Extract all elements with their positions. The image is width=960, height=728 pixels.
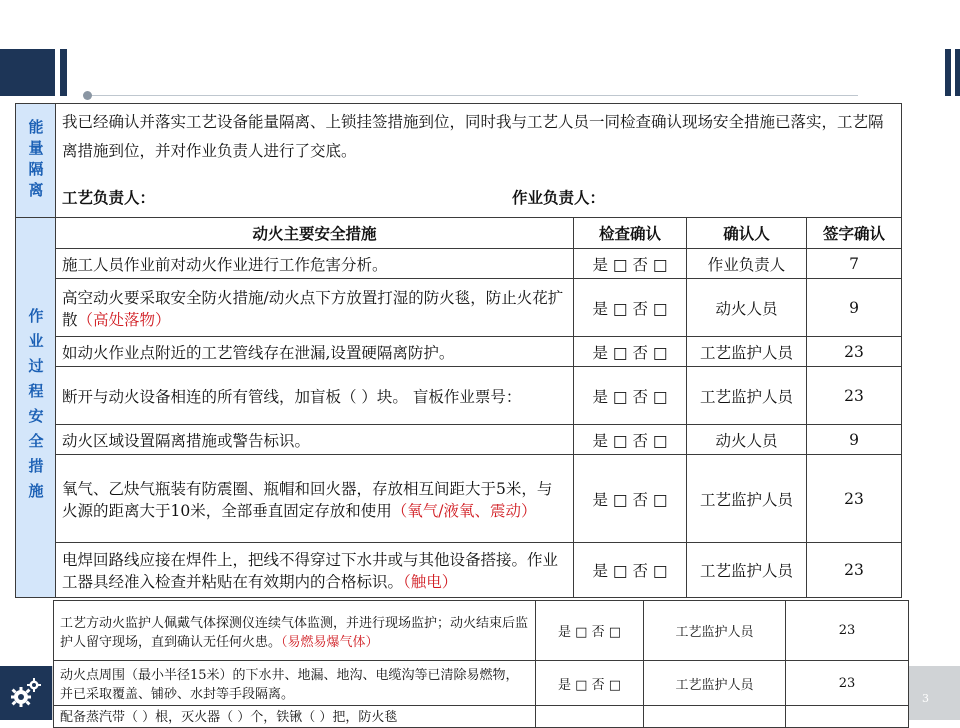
measure-text: 工艺方动火监护人佩戴气体探测仪连续气体监测，并进行现场监护；动火结束后监护人留守现场，直到确认无任何火患。（易燃易爆气体） bbox=[54, 601, 536, 661]
header-divider-dot bbox=[83, 91, 92, 100]
measure-text: 氧气、乙炔气瓶装有防震圈、瓶帽和回火器，存放相互间距大于5米，与火源的距离大于10米，全部垂直固定存放和使用（氧气/液氧、震动） bbox=[56, 455, 574, 543]
energy-isolation-cell bbox=[56, 104, 902, 218]
confirmer-cell: 工艺监护人员 bbox=[687, 455, 807, 543]
header-divider bbox=[88, 95, 858, 96]
check-checkbox[interactable]: 是 □ 否 □ bbox=[536, 661, 644, 706]
measure-text: 电焊回路线应接在焊件上，把线不得穿过下水井或与其他设备搭接。作业工器具经准入检查并粘贴在有效期内的合格标识。（触电） bbox=[56, 543, 574, 598]
hot-work-permit-table bbox=[15, 103, 902, 598]
signature-cell: 9 bbox=[807, 279, 902, 337]
signature-cell: 7 bbox=[807, 249, 902, 279]
table-row bbox=[16, 455, 902, 543]
check-checkbox[interactable]: 是 □ 否 □ bbox=[574, 543, 687, 598]
table-row bbox=[54, 661, 909, 706]
confirmer-cell bbox=[644, 706, 786, 728]
table-row bbox=[54, 601, 909, 661]
confirmer-cell: 工艺监护人员 bbox=[644, 601, 786, 661]
check-checkbox[interactable]: 是 □ 否 □ bbox=[574, 337, 687, 367]
header-accent-bar-right bbox=[955, 49, 960, 96]
confirmer-cell: 作业负责人 bbox=[687, 249, 807, 279]
confirmer-cell: 工艺监护人员 bbox=[687, 543, 807, 598]
signature-cell: 23 bbox=[807, 337, 902, 367]
header-signature: 签字确认 bbox=[807, 218, 902, 249]
header-confirmer: 确认人 bbox=[687, 218, 807, 249]
signature-cell: 23 bbox=[786, 661, 909, 706]
energy-isolation-label: 能量隔离 bbox=[16, 104, 56, 218]
table-row bbox=[16, 249, 902, 279]
signature-cell bbox=[786, 706, 909, 728]
signature-cell: 23 bbox=[786, 601, 909, 661]
process-owner-label: 工艺负责人： bbox=[62, 188, 156, 207]
signature-cell: 23 bbox=[807, 543, 902, 598]
confirmer-cell: 动火人员 bbox=[687, 425, 807, 455]
header-check: 检查确认 bbox=[574, 218, 687, 249]
check-checkbox[interactable]: 是 □ 否 □ bbox=[574, 249, 687, 279]
confirmer-cell: 工艺监护人员 bbox=[687, 367, 807, 425]
header-accent-stripe bbox=[60, 49, 67, 96]
measure-text: 高空动火要采取安全防火措施/动火点下方放置打湿的防火毯，防止火花扩散（高处落物） bbox=[56, 279, 574, 337]
confirmer-cell: 工艺监护人员 bbox=[687, 337, 807, 367]
table-row bbox=[16, 337, 902, 367]
table-row bbox=[16, 425, 902, 455]
header-accent-stripe-right bbox=[945, 49, 951, 96]
confirmer-cell: 动火人员 bbox=[687, 279, 807, 337]
check-checkbox[interactable]: 是 □ 否 □ bbox=[574, 425, 687, 455]
measure-text: 断开与动火设备相连的所有管线，加盲板（ ）块。 盲板作业票号： bbox=[56, 367, 574, 425]
check-checkbox[interactable]: 是 □ 否 □ bbox=[574, 279, 687, 337]
table-row bbox=[16, 367, 902, 425]
continuation-table bbox=[53, 600, 909, 728]
header-measure: 动火主要安全措施 bbox=[56, 218, 574, 249]
check-checkbox[interactable]: 是 □ 否 □ bbox=[536, 601, 644, 661]
table-row bbox=[16, 543, 902, 598]
signature-cell: 23 bbox=[807, 455, 902, 543]
table-header bbox=[16, 218, 902, 249]
signature-line bbox=[62, 186, 895, 208]
measure-text: 动火区域设置隔离措施或警告标识。 bbox=[56, 425, 574, 455]
page-number: 3 bbox=[922, 692, 929, 705]
energy-isolation-statement: 我已经确认并落实工艺设备能量隔离、上锁挂签措施到位，同时我与工艺人员一同检查确认现场安全措施已落实，工艺隔离措施到位，并对作业负责人进行了交底。 bbox=[62, 113, 884, 160]
check-checkbox[interactable]: 是 □ 否 □ bbox=[574, 367, 687, 425]
header-accent-bar bbox=[0, 49, 55, 96]
gears-icon bbox=[0, 666, 52, 720]
check-checkbox[interactable]: 是 □ 否 □ bbox=[574, 455, 687, 543]
signature-cell: 23 bbox=[807, 367, 902, 425]
check-cell bbox=[536, 706, 644, 728]
table-row bbox=[16, 279, 902, 337]
measure-text: 配备蒸汽带（ ）根，灭火器（ ）个，铁锹（ ）把，防火毯 bbox=[54, 706, 536, 728]
work-owner-label: 作业负责人： bbox=[512, 188, 606, 207]
signature-cell: 9 bbox=[807, 425, 902, 455]
table-row bbox=[54, 706, 909, 728]
measure-text: 如动火作业点附近的工艺管线存在泄漏,设置硬隔离防护。 bbox=[56, 337, 574, 367]
measure-text: 动火点周围（最小半径15米）的下水井、地漏、地沟、电缆沟等已清除易燃物，并已采取覆盖、铺砂、水封等手段隔离。 bbox=[54, 661, 536, 706]
confirmer-cell: 工艺监护人员 bbox=[644, 661, 786, 706]
process-safety-label: 作业过程安全措施 bbox=[16, 218, 56, 598]
measure-text: 施工人员作业前对动火作业进行工作危害分析。 bbox=[56, 249, 574, 279]
